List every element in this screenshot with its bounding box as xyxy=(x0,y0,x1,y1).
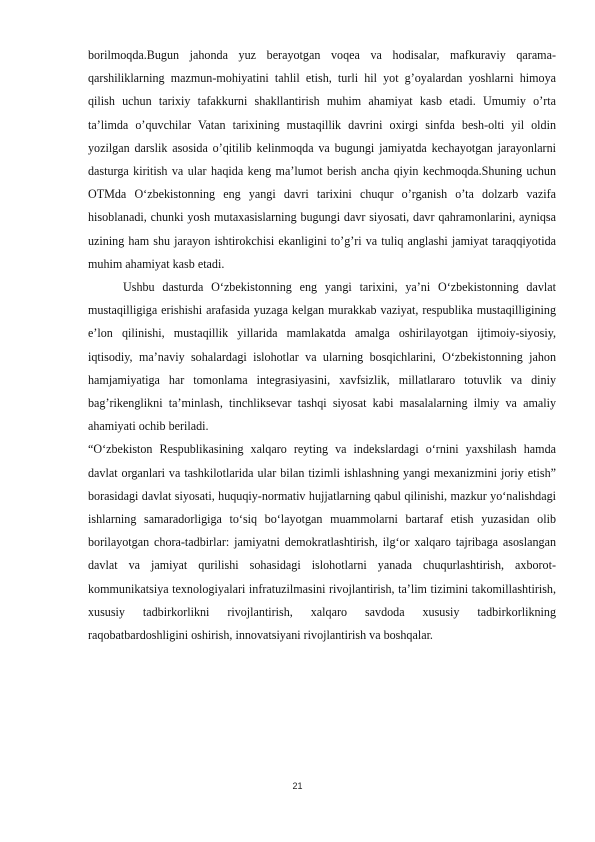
paragraph-1: borilmoqda.Bugun jahonda yuz berayotgan voqea va hodisalar, mafkuraviy qarama-qarshiliklarning mazmun-mohiyatini tahlil etish, turli hil yot g’oyalardan yoshlarni himoya qilish uchun tarixiy tafakkurni shakllantirish muhim ahamiyat kasb etadi. Umumiy o’rta ta’limda o’quvchilar Vatan tarixining mustaqillik davrini oxirgi sinfda besh-olti yil oldin yozilgan darslik asosida o’qitilib kelinmoqda va bugungi jamiyatda kechayotgan jarayonlarni dasturga kiritish va ular haqida keng ma’lumot berish ancha qiyin kechmoqda.Shuning uchun OTMda O‘zbekistonning eng yangi davri tarixini chuqur o’rganish o’ta dolzarb vazifa hisoblanadi, chunki yosh mutaxasislarning bugungi davr siyosati, davr qahramonlarini, ayniqsa uzining ham shu jarayon ishtirokchisi ekanligini to’g’ri va tuliq anglashi jamiyat taraqqiyotida muhim ahamiyat kasb etadi. xyxy=(88,48,556,271)
paragraph-3: “O‘zbekiston Respublikasining xalqaro reyting va indekslardagi o‘rnini yaxshilash hamda davlat organlari va tashkilotlarida ular bilan tizimli ishlashning yangi mexanizmini joriy etish” borasidagi davlat siyosati, huquqiy-normativ hujjatlarning qabul qilinishi, mazkur yo‘nalishdagi ishlarning samaradorligiga to‘siq bo‘layotgan muammolarni bartaraf etish yuzasidan olib borilayotgan chora-tadbirlar: jamiyatni demokratlashtirish, ilg‘or xalqaro tajribaga asoslangan davlat va jamiyat qurilishi sohasidagi islohotlarni yanada chuqurlashtirish, axborot-kommunikatsiya texnologiyalari infratuzilmasini rivojlantirish, ta’lim tizimini takomillashtirish, xususiy tadbirkorlikni rivojlantirish, xalqaro savdoda xususiy tadbirkorlikning raqobatbardoshligini oshirish, innovatsiyani rivojlantirish va boshqalar. xyxy=(88,442,556,643)
page-number: 21 xyxy=(292,781,303,791)
paragraph-2: Ushbu dasturda O‘zbekistonning eng yangi tarixini, ya’ni O‘zbekistonning davlat mustaqilligiga erishishi arafasida yuzaga kelgan murakkab vaziyat, respublika mustaqilligining e’lon qilinishi, mustaqillik yillarida mamlakatda amalga oshirilayotgan ijtimoiy-siyosiy, iqtisodiy, ma’naviy sohalardagi islohotlar va ularning bosqichlarini, O‘zbekistonning jahon hamjamiyatiga har tomonlama integrasiyasini, xavfsizlik, millatlararo totuvlik va diniy bag’rikenglikni ta’minlash, tinchliksevar tashqi siyosat kabi masalalarning ilmiy va amaliy ahamiyati ochib beriladi. xyxy=(88,280,556,434)
document-body xyxy=(88,44,556,647)
